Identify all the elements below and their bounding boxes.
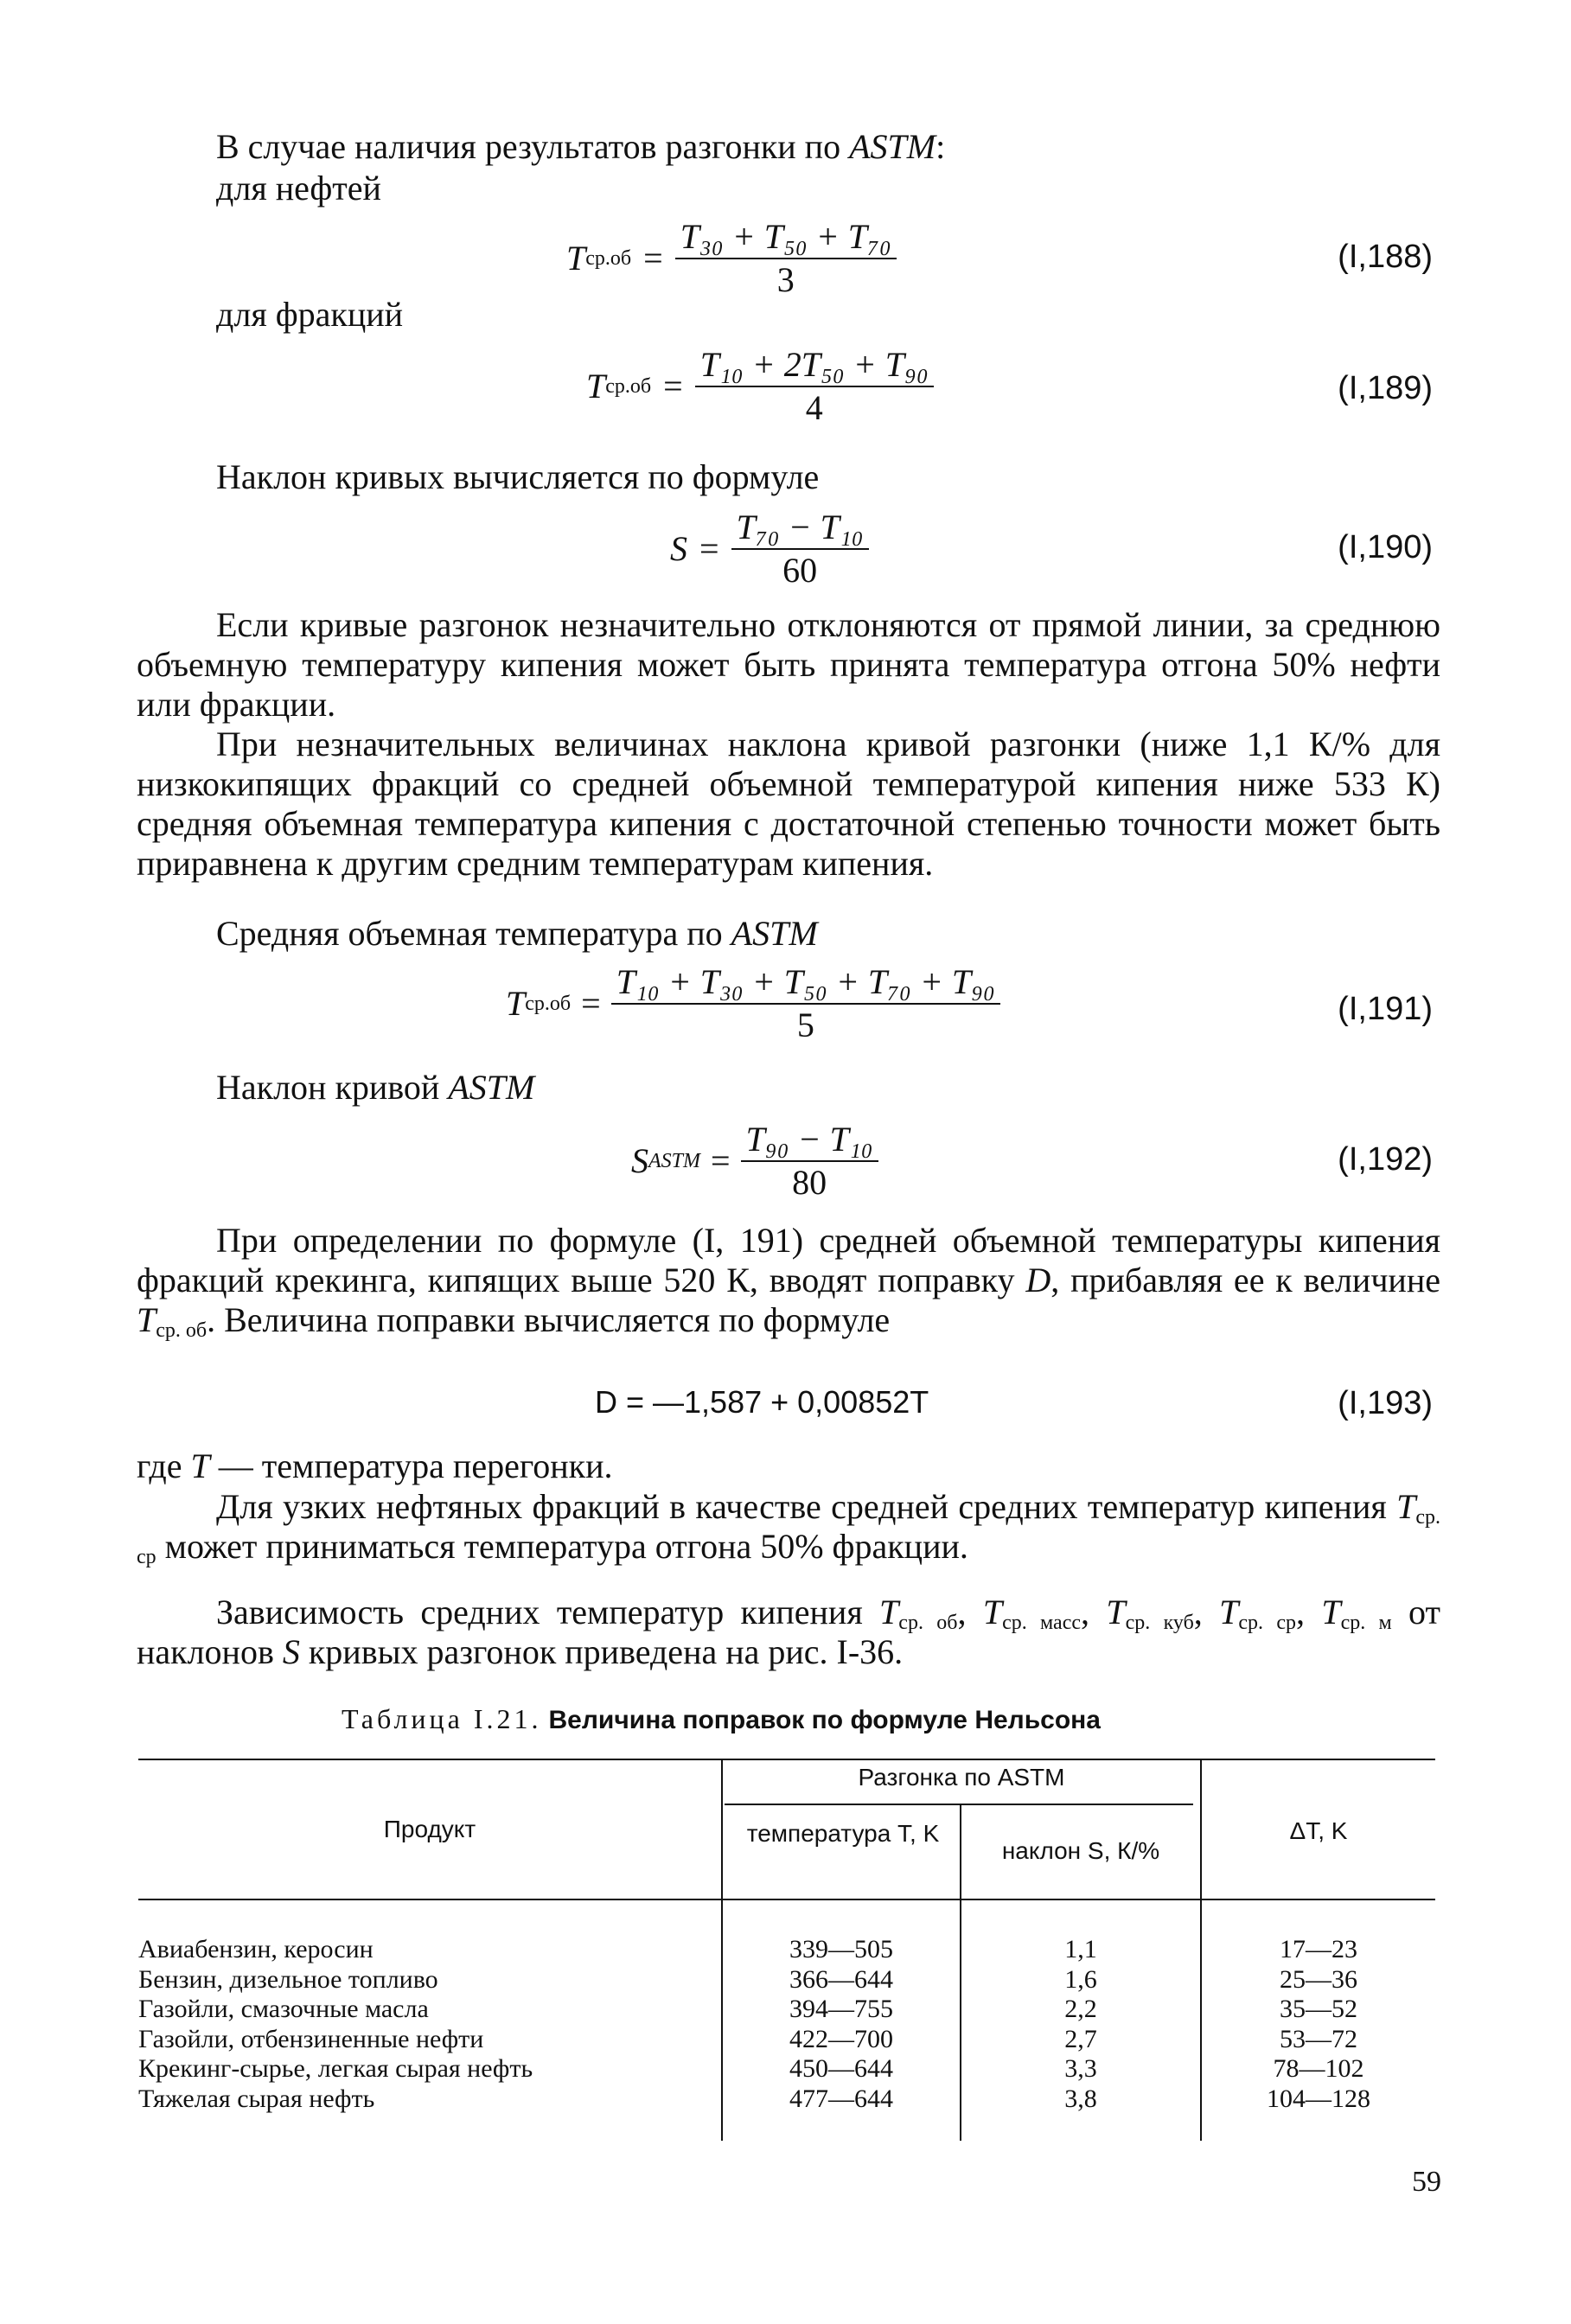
table-header-slope: наклон S, К/%: [1001, 1837, 1160, 1864]
equation-number-188: (I,188): [1338, 239, 1433, 275]
page-number: 59: [1412, 2166, 1441, 2198]
intro-line: В случае наличия результатов разгонки по ASTM:: [216, 127, 946, 166]
equation-number-189: (I,189): [1338, 370, 1433, 406]
table-header-rule: [138, 1899, 1435, 1900]
table-cell-slope: 3,3: [1064, 2054, 1097, 2083]
table-cell-dt: 17—23: [1280, 1935, 1357, 1963]
table-header-group: Разгонка по ASTM: [858, 1764, 1065, 1791]
table-cell-product: Газойли, отбензиненные нефти: [138, 2024, 484, 2053]
paragraph-dependence: Зависимость средних температур кипения $T_{ср. об}$, $T_{ср. масс}$, $T_{ср. куб}$, $T_{ср. ср}$, $T_{ср. м}$ от наклонов S кривых разгонок приведена на рис. I-36.: [137, 1593, 1441, 1671]
table-cell-temp: 366—644: [789, 1964, 893, 1994]
table-cell-slope: 3,8: [1064, 2084, 1097, 2113]
equation-number-192: (I,192): [1338, 1141, 1433, 1178]
table-cell-dt: 25—36: [1280, 1964, 1357, 1994]
table-cell-dt: 35—52: [1280, 1995, 1357, 2023]
equation-192: S ASTM = $\frac{\text{T₉₀ − T₁₀}}{80}$: [631, 1120, 878, 1202]
table-cell-dt: 78—102: [1273, 2054, 1364, 2083]
equation-number-191: (I,191): [1338, 991, 1433, 1027]
paragraph-correction: При определении по формуле (I, 191) средней объемной температуры кипения фракций крекинга, кипящих выше 520 К, вводят поправку D, прибавляя ее к величине $T_{ср. об}$. Величина поправки вычисляется по формуле: [137, 1221, 1441, 1342]
table-cell-temp: 422—700: [789, 2024, 893, 2053]
where-line: где T — температура перегонки.: [137, 1446, 613, 1485]
fraction-label: для фракций: [216, 295, 404, 334]
table-group-rule: [725, 1804, 1193, 1805]
table-cell-temp: 339—505: [789, 1935, 893, 1963]
table-cell-slope: 2,2: [1064, 1995, 1097, 2023]
astm-slope-intro: Наклон кривой ASTM: [216, 1068, 535, 1107]
slope-intro: Наклон кривых вычисляется по формуле: [216, 457, 820, 496]
table-cell-product: Бензин, дизельное топливо: [138, 1964, 438, 1994]
table-cell-product: Тяжелая сырая нефть: [138, 2084, 375, 2113]
table-cell-dt: 53—72: [1280, 2024, 1357, 2053]
table-header-dt: ΔT, K: [1289, 1817, 1348, 1844]
table-top-rule: [138, 1759, 1435, 1760]
table-cell-temp: 394—755: [789, 1995, 893, 2023]
astm-mean-intro: Средняя объемная температура по ASTM: [216, 914, 818, 953]
equation-number-190: (I,190): [1338, 529, 1433, 565]
table-header-temp: температура T, K: [746, 1820, 940, 1847]
table-cell-slope: 2,7: [1064, 2024, 1097, 2053]
paragraph-straight-line: Если кривые разгонок незначительно отклоняются от прямой линии, за среднюю объемную температуру кипения может быть принята температура отгона 50% нефти или фракции.: [137, 605, 1440, 724]
table-cell-dt: 104—128: [1267, 2084, 1370, 2113]
table-cell-product: Авиабензин, керосин: [138, 1935, 374, 1963]
table-cell-slope: 1,1: [1064, 1935, 1097, 1963]
equation-191: T ср.об = $\frac{\text{T₁₀ + T₃₀ + T₅₀ + T₇₀ + T₉₀}}{5}$: [506, 963, 1000, 1044]
table-cell-product: Крекинг-сырье, легкая сырая нефть: [138, 2054, 533, 2083]
table-cell-slope: 1,6: [1064, 1964, 1097, 1994]
equation-189: T ср.об = $\frac{\text{T₁₀ + 2T₅₀ + T₉₀}}{4}$: [586, 346, 934, 427]
table-cell-temp: 477—644: [789, 2084, 893, 2113]
table-header-product: Продукт: [383, 1816, 476, 1842]
table-cell-temp: 450—644: [789, 2054, 893, 2083]
paragraph-small-slope: При незначительных величинах наклона кривой разгонки (ниже 1,1 К/% для низкокипящих фракций со средней объемной температурой кипения ниже 533 К) средняя объемная температура кипения с достаточной степенью точности может быть приравнена к другим средним температурам кипения.: [137, 725, 1440, 883]
oil-label: для нефтей: [216, 169, 381, 208]
equation-188: T ср.об = $\frac{\text{T₃₀ + T₅₀ + T₇₀}}{3}$: [566, 218, 897, 299]
paragraph-narrow-fractions: Для узких нефтяных фракций в качестве средней средних температур кипения $T_{ср. ср}$ может приниматься температура отгона 50% фракции.: [137, 1487, 1440, 1568]
table-title: Таблица I.21. Величина поправок по формуле Нельсона: [342, 1703, 1101, 1734]
equation-190: S = $\frac{\text{T₇₀ − T₁₀}}{60}$: [670, 508, 869, 590]
equation-number-193: (I,193): [1338, 1385, 1433, 1421]
equation-193: D = —1,587 + 0,00852T: [595, 1384, 929, 1420]
table-cell-product: Газойли, смазочные масла: [138, 1995, 429, 2023]
